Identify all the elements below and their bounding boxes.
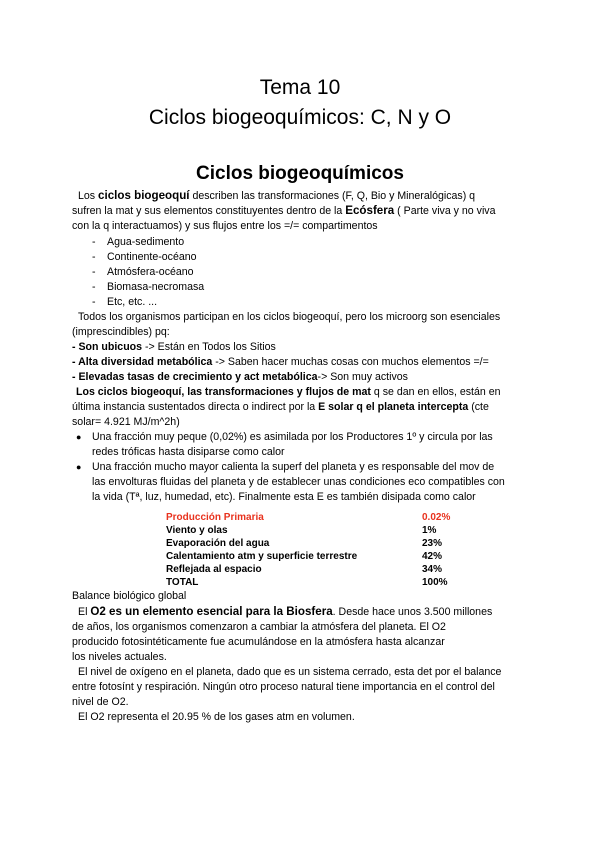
bullet-2-line-2: las envolturas fluidas del planeta y de establecer unas condiciones eco compatibles con bbox=[92, 476, 505, 488]
balance-caption: Balance biológico global bbox=[72, 590, 187, 602]
list-dash: - bbox=[92, 266, 96, 278]
table-row-value: 0.02% bbox=[422, 512, 451, 523]
oxygen-line-8: El O2 representa el 20.95 % de los gases atm en volumen. bbox=[78, 711, 355, 723]
table-row-value: 100% bbox=[422, 577, 448, 588]
table-row-label: Producción Primaria bbox=[166, 512, 264, 523]
table-row-label: Evaporación del agua bbox=[166, 538, 270, 549]
oxygen-line-6: entre fotosínt y respiración. Ningún otro proceso natural tiene importancia en el control del bbox=[72, 681, 495, 693]
list-dash: - bbox=[92, 236, 96, 248]
table-row-label: Reflejada al espacio bbox=[166, 564, 262, 575]
oxygen-line-1: El O2 es un elemento esencial para la Biosfera. Desde hace unos 3.500 millones bbox=[78, 605, 493, 618]
bullet-1-line-2: redes tróficas hasta disiparse como calor bbox=[92, 446, 285, 458]
energy-line-1: Los ciclos biogeoquí, las transformaciones y flujos de mat q se dan en ellos, están en bbox=[76, 386, 501, 398]
bullet-icon: ● bbox=[76, 432, 82, 442]
intro-line-2: sufren la mat y sus elementos constituyentes dentro de la Ecósfera ( Parte viva y no viva bbox=[72, 204, 496, 217]
list-dash: - bbox=[92, 281, 96, 293]
table-row-label: Calentamiento atm y superficie terrestre bbox=[166, 551, 358, 562]
table-row-label: TOTAL bbox=[166, 577, 199, 588]
oxygen-line-4: los niveles actuales. bbox=[72, 651, 167, 663]
organisms-point-1: - Son ubicuos -> Están en Todos los Sitios bbox=[72, 341, 276, 353]
bullet-2-line-3: la vida (Tª, luz, humedad, etc). Finalmente esta E es también disipada como calor bbox=[92, 491, 476, 503]
energy-line-3: solar= 4.921 MJ/m^2h) bbox=[72, 416, 180, 428]
table-row-value: 42% bbox=[422, 551, 443, 562]
organisms-point-3: - Elevadas tasas de crecimiento y act metabólica-> Son muy activos bbox=[72, 371, 408, 383]
organisms-line-2: (imprescindibles) pq: bbox=[72, 326, 170, 338]
title-line-1: Tema 10 bbox=[259, 76, 341, 99]
table-row-label: Viento y olas bbox=[166, 525, 228, 536]
list-item: Etc, etc. ... bbox=[107, 296, 158, 308]
list-item: Continente-océano bbox=[107, 251, 197, 263]
list-dash: - bbox=[92, 296, 96, 308]
oxygen-line-2: de años, los organismos comenzaron a cambiar la atmósfera del planeta. El O2 bbox=[72, 621, 446, 633]
list-item: Biomasa-necromasa bbox=[107, 281, 205, 293]
title-line-2: Ciclos biogeoquímicos: C, N y O bbox=[148, 106, 452, 129]
table-row-value: 23% bbox=[422, 538, 443, 549]
intro-line-3: con la q interactuamos) y sus flujos entre los =/= compartimentos bbox=[72, 220, 378, 232]
table-row-value: 1% bbox=[422, 525, 437, 536]
organisms-point-2: - Alta diversidad metabólica -> Saben hacer muchas cosas con muchos elementos =/= bbox=[72, 356, 489, 368]
bullet-2-line-1: Una fracción mucho mayor calienta la superf del planeta y es responsable del mov de bbox=[92, 461, 495, 473]
list-item: Agua-sedimento bbox=[107, 236, 185, 248]
intro-line-1: Los ciclos biogeoquí describen las transformaciones (F, Q, Bio y Mineralógicas) q bbox=[78, 189, 476, 202]
list-dash: - bbox=[92, 251, 96, 263]
table-row-value: 34% bbox=[422, 564, 443, 575]
oxygen-line-3: producido fotosintéticamente fue acumulándose en la atmósfera hasta alcanzar bbox=[72, 636, 445, 648]
energy-line-2: última instancia sustentados directa o indirect por la E solar q el planeta intercepta (cte bbox=[72, 401, 489, 413]
list-item: Atmósfera-océano bbox=[107, 266, 194, 278]
oxygen-line-5: El nivel de oxígeno en el planeta, dado que es un sistema cerrado, esta det por el balance bbox=[78, 666, 502, 678]
bullet-1-line-1: Una fracción muy peque (0,02%) es asimilada por los Productores 1º y circula por las bbox=[92, 431, 493, 443]
organisms-line-1: Todos los organismos participan en los ciclos biogeoquí, pero los microorg son esenciales bbox=[78, 311, 501, 323]
bullet-icon: ● bbox=[76, 462, 82, 472]
oxygen-line-7: nivel de O2. bbox=[72, 696, 129, 708]
section-heading: Ciclos biogeoquímicos bbox=[196, 163, 404, 184]
